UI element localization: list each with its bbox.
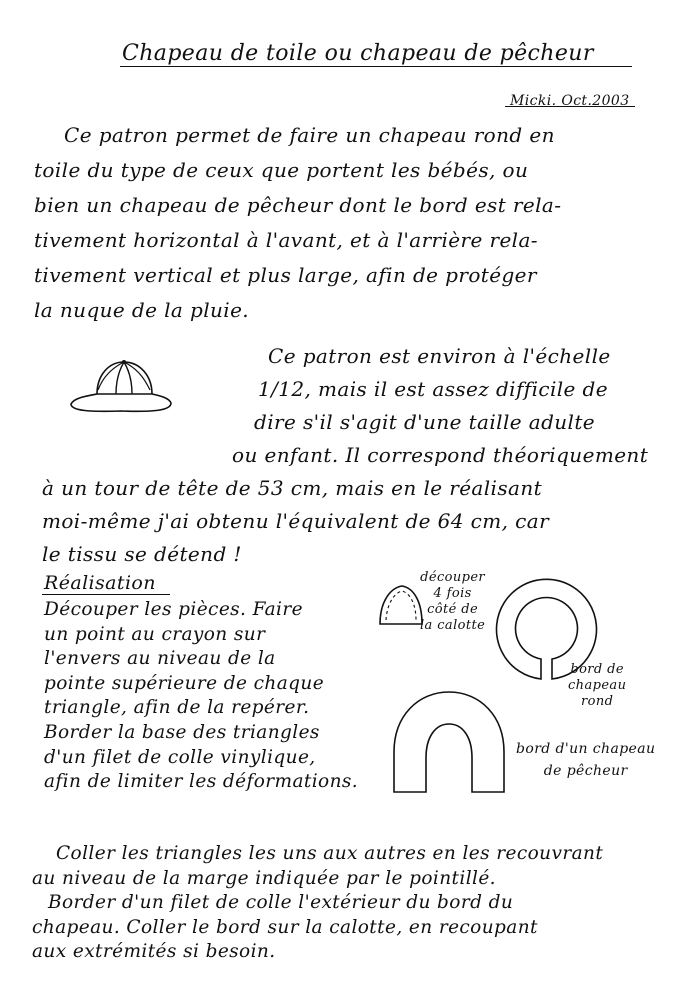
final-line: Coller les triangles les uns aux autres en les recouvrant xyxy=(56,843,604,864)
final-line: Border d'un filet de colle l'extérieur du bord du xyxy=(48,892,514,914)
scale-line: dire s'il s'agit d'une taille adulte xyxy=(254,410,596,434)
scale-line: Ce patron est environ à l'échelle xyxy=(268,344,611,368)
steps-line: pointe supérieure de chaque xyxy=(44,672,325,694)
triangle-label-line: la calotte xyxy=(420,618,486,633)
triangle-label-line: côté de xyxy=(427,602,479,617)
title-underline xyxy=(120,66,632,67)
triangle-label-line: 4 fois xyxy=(433,586,472,601)
section-heading-underline xyxy=(42,594,170,595)
steps-paragraph xyxy=(44,598,358,795)
scale-line: à un tour de tête de 53 cm, mais en le réalisant xyxy=(42,476,543,500)
steps-line: Border la base des triangles xyxy=(44,721,320,743)
scale-line: moi-même j'ai obtenu l'équivalent de 64 cm, car xyxy=(42,509,550,533)
intro-paragraph xyxy=(34,118,561,328)
intro-line: bien un chapeau de pêcheur dont le bord est rela- xyxy=(34,193,562,217)
fisherman-brim-pattern xyxy=(384,686,514,800)
steps-line: d'un filet de colle vinylique, xyxy=(44,746,316,768)
crown-triangle-pattern xyxy=(376,582,426,628)
intro-line: tivement vertical et plus large, afin de protéger xyxy=(34,263,537,287)
page-title: Chapeau de toile ou chapeau de pêcheur xyxy=(122,41,594,66)
final-paragraph xyxy=(32,842,603,965)
byline-underline xyxy=(505,106,635,107)
scale-line: 1/12, mais il est assez difficile de xyxy=(258,377,608,401)
scale-paragraph xyxy=(40,340,648,571)
triangle-label-line: découper xyxy=(420,570,486,585)
ring-label-line: chapeau xyxy=(568,678,627,693)
final-line: chapeau. Coller le bord sur la calotte, en recoupant xyxy=(32,916,538,938)
steps-line: afin de limiter les déformations. xyxy=(44,771,359,793)
triangle-label xyxy=(420,570,485,634)
ring-label-line: bord de xyxy=(570,662,624,677)
horseshoe-label-line: bord d'un chapeau xyxy=(516,741,656,757)
scale-line: le tissu se détend ! xyxy=(42,542,242,566)
steps-line: un point au crayon sur xyxy=(44,623,266,645)
steps-line: triangle, afin de la repérer. xyxy=(44,697,310,719)
intro-line: Ce patron permet de faire un chapeau rond en xyxy=(64,123,555,147)
final-line: au niveau de la marge indiquée par le pointillé. xyxy=(32,867,496,889)
steps-line: l'envers au niveau de la xyxy=(44,648,276,670)
byline: Micki. Oct.2003 xyxy=(510,93,630,109)
horseshoe-label xyxy=(516,738,655,782)
intro-line: toile du type de ceux que portent les bébés, ou xyxy=(34,158,529,182)
scale-line: ou enfant. Il correspond théoriquement xyxy=(232,443,649,467)
horseshoe-label-line: de pêcheur xyxy=(543,763,628,779)
section-heading: Réalisation xyxy=(44,572,156,594)
ring-label xyxy=(568,662,626,710)
final-line: aux extrémités si besoin. xyxy=(32,941,276,963)
steps-line: Découper les pièces. Faire xyxy=(44,599,303,620)
intro-line: tivement horizontal à l'avant, et à l'arrière rela- xyxy=(34,228,538,252)
ring-label-line: rond xyxy=(581,694,614,709)
intro-line: la nuque de la pluie. xyxy=(34,298,250,322)
